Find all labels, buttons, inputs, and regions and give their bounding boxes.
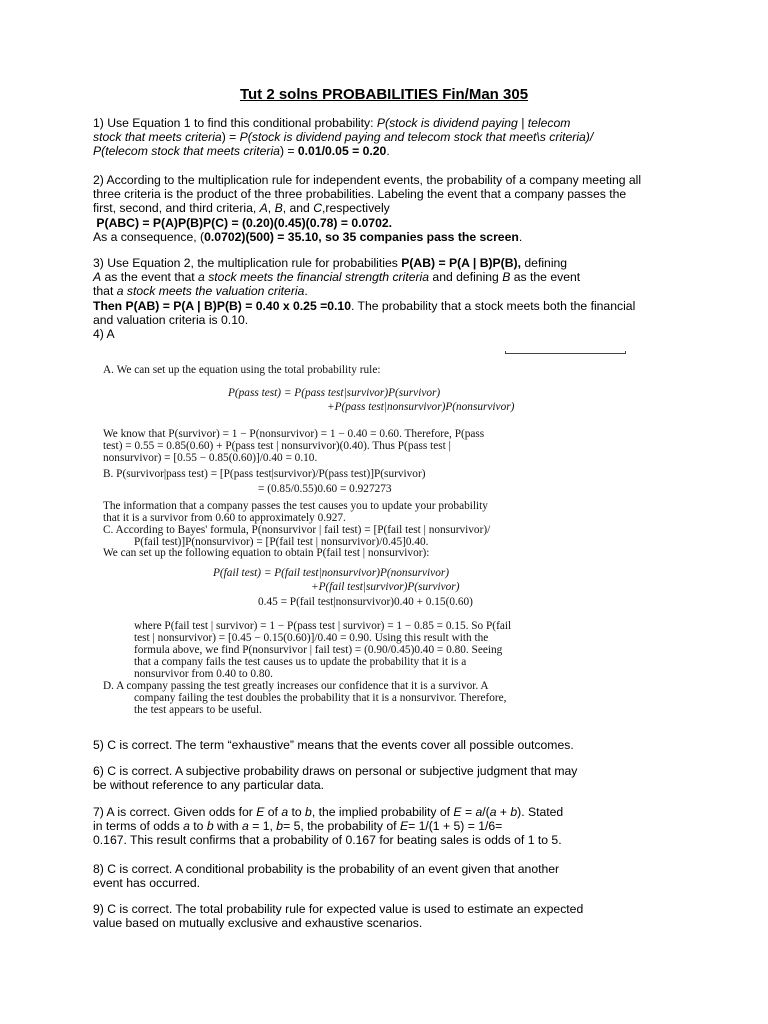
answer-3-line-5: and valuation criteria is 0.10. — [93, 312, 249, 327]
answer-2-line-3: first, second, and third criteria, A, B, and C,respectively — [93, 201, 390, 216]
answer-2-line-1: 2) According to the multiplication rule for independent events, the probability of a company meeting all — [93, 173, 642, 187]
answer-2-formula: P(ABC) = P(A)P(B)P(C) = (0.20)(0.45)(0.78) = 0.0702. — [93, 215, 393, 230]
part-a-line-2: test) = 0.55 = 0.85(0.60) + P(pass test | nonsurvivor)(0.40). Thus P(pass test | — [103, 440, 451, 452]
part-c-line-4: where P(fail test | survivor) = 1 − P(pass test | survivor) = 1 − 0.85 = 0.15. So P(fail — [134, 620, 512, 632]
part-c-line-1: C. According to Bayes' formula, P(nonsurvivor | fail test) = [P(fail test | nonsurvivor)/ — [103, 524, 491, 536]
answer-1 — [93, 116, 693, 159]
equation-fail-test: P(fail test) = P(fail test|nonsurvivor)P(nonsurvivor) — [213, 567, 449, 579]
answer-9-line-1: 9) C is correct. The total probability rule for expected value is used to estimate an expected — [93, 902, 584, 916]
answer-6 — [93, 764, 693, 792]
answer-5 — [93, 738, 693, 752]
equation-fail-test-cont: +P(fail test|survivor)P(survivor) — [311, 581, 460, 593]
answer-8 — [93, 862, 693, 890]
answer-1-line-3: P(telecom stock that meets criteria) = 0.01/0.05 = 0.20. — [93, 144, 390, 159]
answer-3-line-2: A as the event that a stock meets the financial strength criteria and defining B as the event — [93, 270, 581, 285]
part-a-line-3: nonsurvivor) = [0.55 − 0.85(0.60)]/0.40 = 0.10. — [103, 452, 318, 464]
answer-8-line-2: event has occurred. — [93, 876, 201, 891]
equation-pass-test: P(pass test) = P(pass test|survivor)P(survivor) — [228, 387, 441, 399]
answer-6-line-2: be without reference to any particular data. — [93, 778, 325, 793]
horizontal-rule — [505, 353, 626, 354]
equation-fail-test-values: 0.45 = P(fail test|nonsurvivor)0.40 + 0.15(0.60) — [258, 596, 473, 608]
answer-1-line-1: 1) Use Equation 1 to find this conditional probability: P(stock is dividend paying | telecom — [93, 116, 571, 130]
answer-7-line-3: 0.167. This result confirms that a probability of 0.167 for beating sales is odds of 1 to 5. — [93, 833, 562, 848]
part-b-result: = (0.85/0.55)0.60 = 0.927273 — [258, 483, 392, 495]
part-c-line-6: formula above, we find P(nonsurvivor | fail test) = (0.90/0.45)0.40 = 0.80. Seeing — [134, 644, 503, 656]
answer-3-line-3: that a stock meets the valuation criteria. — [93, 284, 308, 299]
part-d-line-1: D. A company passing the test greatly increases our confidence that it is a survivor. A — [103, 680, 489, 692]
answer-2-line-5: As a consequence, (0.0702)(500) = 35.10, so 35 companies pass the screen. — [93, 229, 523, 244]
answer-1-line-2: stock that meets criteria) = P(stock is dividend paying and telecom stock that meet\s criteria)/ — [93, 130, 594, 145]
answer-2-line-2: three criteria is the product of the three probabilities. Labeling the event that a company passes the — [93, 187, 627, 202]
answer-4-label: 4) A — [93, 327, 115, 342]
part-b-line-2: that it is a survivor from 0.60 to approximately 0.927. — [103, 512, 346, 524]
answer-8-line-1: 8) C is correct. A conditional probability is the probability of an event given that another — [93, 862, 560, 876]
part-c-line-3: We can set up the following equation to obtain P(fail test | nonsurvivor): — [103, 547, 430, 559]
part-d-line-3: the test appears to be useful. — [134, 704, 262, 716]
answer-9-line-2: value based on mutually exclusive and exhaustive scenarios. — [93, 916, 423, 931]
part-b-equation: B. P(survivor|pass test) = [P(pass test|survivor)/P(pass test)]P(survivor) — [103, 468, 426, 480]
answer-6-line-1: 6) C is correct. A subjective probability draws on personal or subjective judgment that may — [93, 764, 578, 778]
answer-2 — [93, 173, 693, 244]
answer-3-line-4: Then P(AB) = P(A | B)P(B) = 0.40 x 0.25 =0.10. The probability that a stock meets both the financial — [93, 298, 636, 313]
part-c-line-8: nonsurvivor from 0.40 to 0.80. — [134, 668, 274, 680]
answer-3 — [93, 256, 693, 341]
page-title: Tut 2 solns PROBABILITIES Fin/Man 305 — [239, 86, 529, 103]
part-a-intro: A. We can set up the equation using the total probability rule: — [103, 364, 381, 376]
part-d-line-2: company failing the test doubles the probability that it is a nonsurvivor. Therefore, — [134, 692, 507, 704]
answer-7-line-1: 7) A is correct. Given odds for E of a to b, the implied probability of E = a/(a + b). Stated — [93, 805, 564, 819]
answer-9 — [93, 902, 693, 930]
part-b-line-1: The information that a company passes the test causes you to update your probability — [103, 500, 488, 512]
answer-3-line-1: 3) Use Equation 2, the multiplication rule for probabilities P(AB) = P(A | B)P(B), defining — [93, 256, 568, 270]
part-c-line-7: that a company fails the test causes us to update the probability that it is a — [134, 656, 467, 668]
part-a-line-1: We know that P(survivor) = 1 − P(nonsurvivor) = 1 − 0.40 = 0.60. Therefore, P(pass — [103, 428, 485, 440]
part-c-line-2: P(fail test)]P(nonsurvivor) = [P(fail test | nonsurvivor)/0.45]0.40. — [134, 536, 429, 548]
equation-pass-test-cont: +P(pass test|nonsurvivor)P(nonsurvivor) — [327, 401, 515, 413]
answer-7-line-2: in terms of odds a to b with a = 1, b= 5, the probability of E= 1/(1 + 5) = 1/6= — [93, 819, 503, 834]
answer-5-line-1: 5) C is correct. The term “exhaustive” means that the events cover all possible outcomes. — [93, 738, 574, 752]
part-c-line-5: test | nonsurvivor) = [0.45 − 0.15(0.60)]/0.40 = 0.90. Using this result with the — [134, 632, 489, 644]
answer-7 — [93, 805, 693, 848]
